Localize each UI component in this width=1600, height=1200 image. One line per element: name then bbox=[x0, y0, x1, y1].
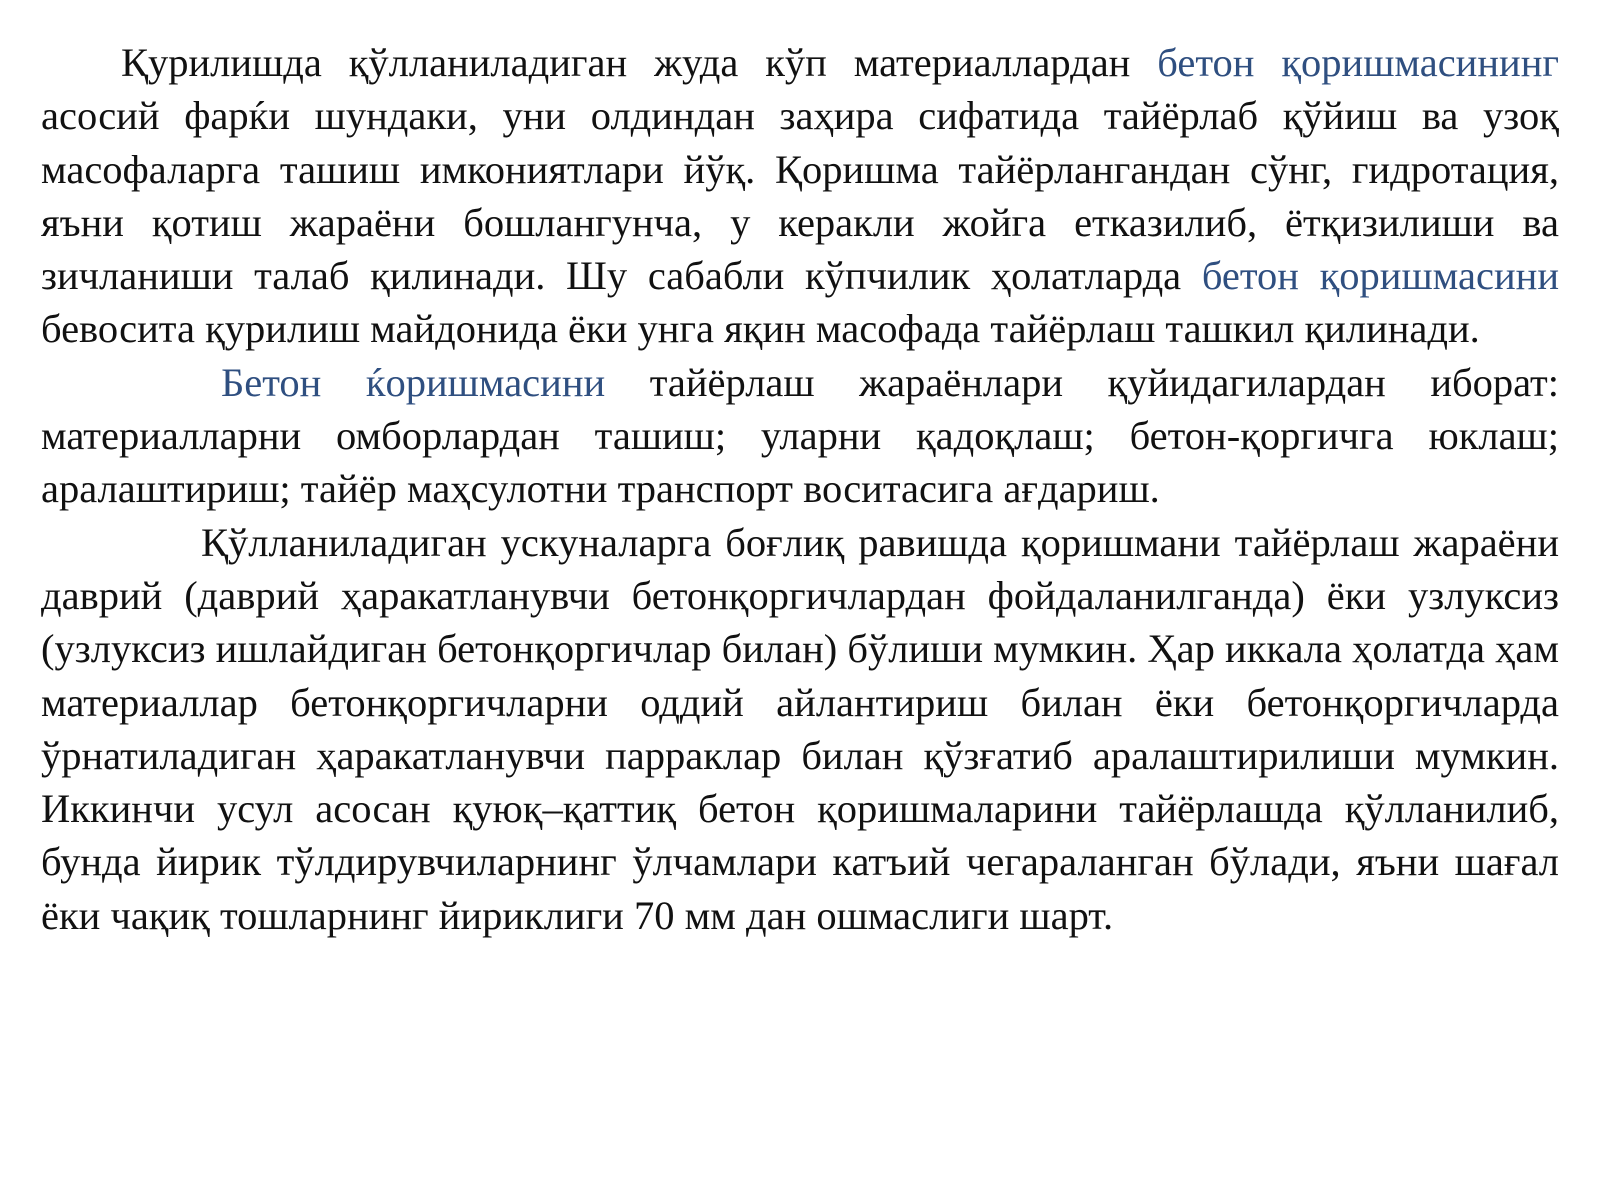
paragraph-1-run-1: Қурилишда қўлланиладиган жуда кўп материаллардан bbox=[121, 40, 1158, 85]
paragraph-3-run-1: Қўлланиладиган ускуналарга боғлиқ равишда қоришмани тайёрлаш жараёни даврий (даврий ҳаракатланувчи бетонқоргичлардан фойдаланилганда) ёки узлуксиз (узлуксиз ишлайдиган бетонқоргичлар билан) бўлиши мумкин. Ҳар иккала ҳолатда ҳам материаллар бетонқоргичларни оддий айлантириш билан ёки бетонқоргичларда ўрнатиладиган ҳаракатланувчи парраклар билан қўзғатиб аралаштирилиши мумкин. Иккинчи усул асосан қуюқ–қаттиқ бетон қоришмаларини тайёрлашда қўлланилиб, бунда йирик тўлдирувчиларнинг ўлчамлари катъий чегараланган бўлади, яъни шағал ёки чақиқ тошларнинг йириклиги 70 мм дан ошмаслиги шарт. bbox=[41, 519, 1559, 938]
highlighted-term-beton-qorishmasini: бетон қоришмасини bbox=[1201, 253, 1559, 299]
paragraph-2-run-2: тайёрлаш жараёнлари қуйидагилардан иборат: материалларни омборлардан ташиш; уларни қадоқлаш; бетон-қоргичга юклаш; аралаштириш; тайёр маҳсулотни транспорт воситасига ағдариш. bbox=[41, 359, 1559, 512]
document-body bbox=[41, 36, 1559, 942]
highlighted-term-beton-qorishmasining: бетон қоришмасининг bbox=[1157, 40, 1559, 85]
paragraph-3 bbox=[41, 516, 1559, 942]
paragraph-2 bbox=[41, 356, 1559, 516]
paragraph-1-run-5: бевосита қурилиш майдонида ёки унга яқин масофада тайёрлаш ташкил қилинади. bbox=[41, 306, 1480, 352]
paragraph-1-run-3: асосий фарќи шундаки, уни олдиндан заҳира сифатида тайёрлаб қўйиш ва узоқ масофаларга ташиш имкониятлари йўқ. Қоришма тайёрлангандан сўнг, гидротация, яъни қотиш жараёни бошлангунча, у керакли жойга етказилиб, ётқизилиши ва зичланиши талаб қилинади. Шу сабабли кўпчилик ҳолатларда bbox=[41, 93, 1559, 299]
highlighted-term-beton-qorishmasini-2: Бетон ќоришмасини bbox=[221, 359, 606, 405]
paragraph-1 bbox=[41, 36, 1559, 356]
